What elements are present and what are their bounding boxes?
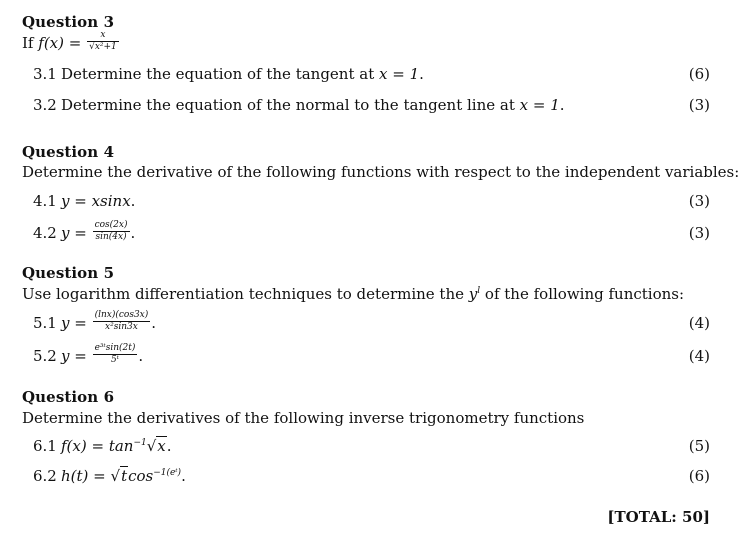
- question-item-3-1: [33, 65, 710, 93]
- item-text: [61, 96, 565, 114]
- fraction-denominator: sin(4x): [95, 231, 127, 242]
- item-lhs: h(t) =: [61, 467, 111, 485]
- item-text: [61, 437, 172, 455]
- question-item-6-2: [33, 467, 710, 495]
- item-punct: .: [419, 65, 424, 83]
- intro-text: Use logarithm differentiation techniques to determine the: [22, 285, 469, 303]
- fraction-denominator: x²sin3x: [105, 321, 138, 332]
- item-number: 3.1: [33, 65, 57, 83]
- item-punct: .: [181, 467, 186, 485]
- fraction-numerator: (lnx)(cos3x): [94, 309, 149, 320]
- item-function: cos: [128, 467, 154, 485]
- fraction-numerator: cos(2x): [94, 219, 128, 230]
- question-item-4-2: [33, 219, 710, 252]
- item-lhs: y =: [61, 192, 92, 210]
- fraction-numerator: x: [87, 30, 119, 42]
- item-number: 3.2: [33, 96, 57, 114]
- item-lhs: f(x) = tan: [61, 437, 134, 455]
- item-punct: .: [130, 192, 136, 210]
- fraction-numerator: e³ᵗsin(2t): [94, 342, 136, 353]
- question-item-4-1: [33, 192, 710, 220]
- item-superscript: −1: [133, 438, 147, 448]
- item-number: 4.1: [33, 192, 57, 210]
- item-number: 5.1: [33, 314, 57, 332]
- fraction-denominator: 5ᵗ: [111, 354, 119, 365]
- item-number: 6.1: [33, 437, 57, 455]
- item-text: [61, 467, 186, 485]
- item-marks: (3): [688, 224, 710, 242]
- item-number: 5.2: [33, 347, 57, 365]
- intro-superscript: l: [477, 286, 481, 296]
- question-4-intro: Determine the derivative of the following functions with respect to the independent variables:: [22, 163, 740, 181]
- question-item-5-1: [33, 309, 710, 342]
- fraction: [93, 310, 151, 333]
- intro-text-end: of the following functions:: [480, 285, 685, 303]
- item-marks: (4): [688, 347, 710, 365]
- item-lhs: y =: [61, 224, 92, 242]
- item-lhs: y =: [61, 314, 92, 332]
- item-marks: (5): [688, 437, 710, 455]
- item-text: [61, 309, 157, 333]
- item-punct: .: [138, 347, 144, 365]
- item-number: 6.2: [33, 467, 57, 485]
- question-3-title: Question 3: [22, 13, 115, 31]
- question-3-intro: [22, 29, 120, 53]
- fraction-denominator: √x²+1: [89, 41, 117, 52]
- item-marks: (6): [688, 65, 710, 83]
- question-5-intro: [22, 285, 684, 303]
- question-6-title: Question 6: [22, 388, 115, 406]
- item-punct: .: [559, 96, 565, 114]
- item-expression: xsinx: [91, 192, 131, 210]
- item-text-body: Determine the equation of the tangent at: [61, 65, 379, 83]
- item-superscript: −1(eᵗ): [153, 468, 182, 478]
- fraction: [93, 220, 130, 243]
- item-math: x = 1: [379, 65, 420, 83]
- question-5-title: Question 5: [22, 264, 115, 282]
- item-text: [61, 65, 424, 83]
- sqrt-radicand: x: [157, 437, 166, 455]
- question-6-intro: Determine the derivatives of the following inverse trigonometry functions: [22, 409, 585, 427]
- item-text: [61, 219, 136, 243]
- intro-math: y: [468, 285, 478, 303]
- sqrt-sign: √: [146, 437, 157, 455]
- item-punct: .: [130, 224, 136, 242]
- fraction: [93, 343, 138, 366]
- sqrt-radicand: t: [121, 467, 128, 485]
- item-punct: .: [151, 314, 157, 332]
- item-marks: (4): [688, 314, 710, 332]
- intro-prefix: If: [22, 34, 34, 52]
- total-marks: [TOTAL: 50]: [607, 508, 710, 526]
- item-marks: (6): [688, 467, 710, 485]
- item-text: [61, 342, 144, 366]
- function-lhs: f(x) =: [38, 34, 87, 52]
- question-item-5-2: [33, 342, 710, 375]
- item-marks: (3): [688, 96, 710, 114]
- question-item-6-1: [33, 437, 710, 465]
- item-lhs: y =: [61, 347, 92, 365]
- item-math: x = 1: [519, 96, 560, 114]
- item-punct: .: [166, 437, 172, 455]
- fraction: [87, 30, 119, 53]
- item-text: [61, 192, 135, 210]
- item-number: 4.2: [33, 224, 57, 242]
- item-text-body: Determine the equation of the normal to the tangent line at: [61, 96, 520, 114]
- question-4-title: Question 4: [22, 143, 115, 161]
- sqrt-sign: √: [110, 467, 121, 485]
- item-marks: (3): [688, 192, 710, 210]
- question-item-3-2: [33, 96, 710, 124]
